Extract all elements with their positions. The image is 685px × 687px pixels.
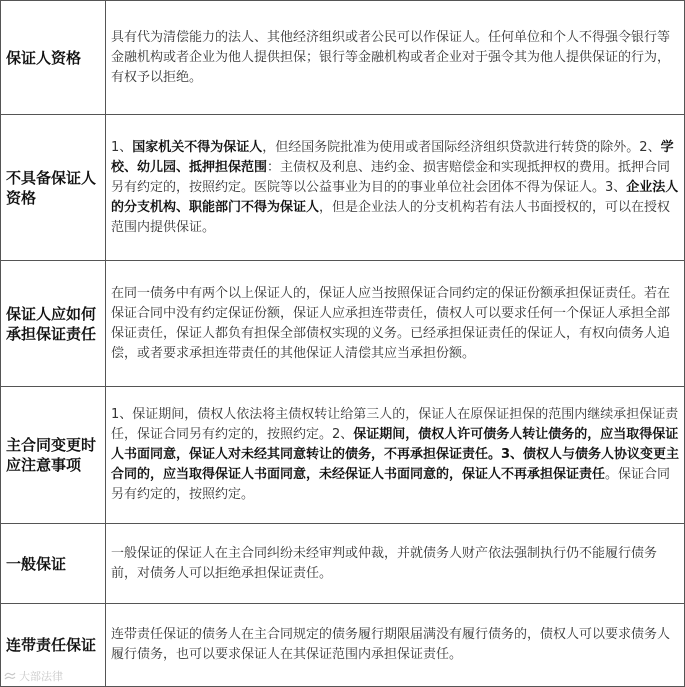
text-segment: 连带责任保证的债务人在主合同规定的债务履行期限届满没有履行债务的，债权人可以要求债务人履行债务，也可以要求保证人在其保证范围内承担保证责任。: [111, 627, 671, 662]
text-segment: 1、保证期间，债权人依法将主债权转让给第三人的，保证人在原保证担保的范围内继续承担保证责任，保证合同另有约定的，按照约定。2、: [111, 407, 679, 442]
term-cell: 主合同变更时应注意事项: [1, 387, 106, 524]
term-cell: 不具备保证人资格: [1, 115, 106, 261]
table-row: [1, 387, 685, 524]
description-cell: [106, 524, 685, 604]
table-row: [1, 261, 685, 387]
description-cell: [106, 387, 685, 524]
bold-text-segment: 企业法人的分支机构、职能部门不得为保证人: [111, 179, 679, 215]
text-segment: ，但经国务院批准为使用或者国际经济组织贷款进行转贷的除外。2、: [262, 139, 661, 155]
bold-text-segment: 学校、幼儿园、抵押担保范围: [111, 139, 674, 175]
watermark-logo-icon: [4, 671, 16, 681]
text-segment: 一般保证的保证人在主合同纠纷未经审判或仲裁，并就债务人财产依法强制执行仍不能履行债务前，对债务人可以拒绝承担保证责任。: [111, 545, 658, 581]
term-cell: 保证人资格: [1, 1, 106, 115]
bold-text-segment: 国家机关不得为保证人: [132, 139, 263, 155]
term-cell: 一般保证: [1, 524, 106, 604]
watermark-text: 大部法律: [19, 670, 63, 683]
text-segment: ：主债权及利息、违约金、损害赔偿金和实现抵押权的费用。抵押合同另有约定的，按照约定。医院等以公益事业为目的的事业单位社会团体不得为保证人。3、: [111, 159, 671, 195]
table-row: [1, 524, 685, 604]
watermark: [4, 668, 63, 684]
description-cell: [106, 261, 685, 387]
table-row: [1, 604, 685, 687]
term-cell: 保证人应如何承担保证责任: [1, 261, 106, 387]
text-segment: 在同一债务中有两个以上保证人的，保证人应当按照保证合同约定的保证份额承担保证责任。若在保证合同中没有约定保证份额，保证人应承担连带责任，债权人可以要求任何一个保证人承担全部保证责任，保证人都负有担保全部债权实现的义务。已经承担保证责任的保证人，有权向债务人追偿，或者要求承担连带责任的其他保证人清偿其应当承担份额。: [111, 285, 671, 361]
text-segment: 具有代为清偿能力的法人、其他经济组织或者公民可以作保证人。任何单位和个人不得强令银行等金融机构或者企业为他人提供担保；银行等金融机构或者企业对于强令其为他人提供保证的行为，有权予以拒绝。: [111, 29, 671, 85]
table-row: [1, 1, 685, 115]
description-cell: [106, 115, 685, 261]
bold-text-segment: 保证期间，债权人许可债务人转让债务的，应当取得保证人书面同意，保证人对未经其同意转让的债务，不再承担保证责任。3、债权人与债务人协议变更主合同的，应当取得保证人书面同意，未经保证人书面同意的，保证人不再承担保证责任: [111, 427, 680, 482]
text-segment: 。保证合同另有约定的，按照约定。: [111, 467, 671, 502]
term-cell: 连带责任保证: [1, 604, 106, 687]
text-segment: ，但是企业法人的分支机构若有法人书面授权的，可以在授权范围内提供保证。: [111, 199, 671, 235]
text-segment: 1、: [111, 139, 133, 155]
table-row: [1, 115, 685, 261]
description-cell: [106, 1, 685, 115]
description-cell: [106, 604, 685, 687]
